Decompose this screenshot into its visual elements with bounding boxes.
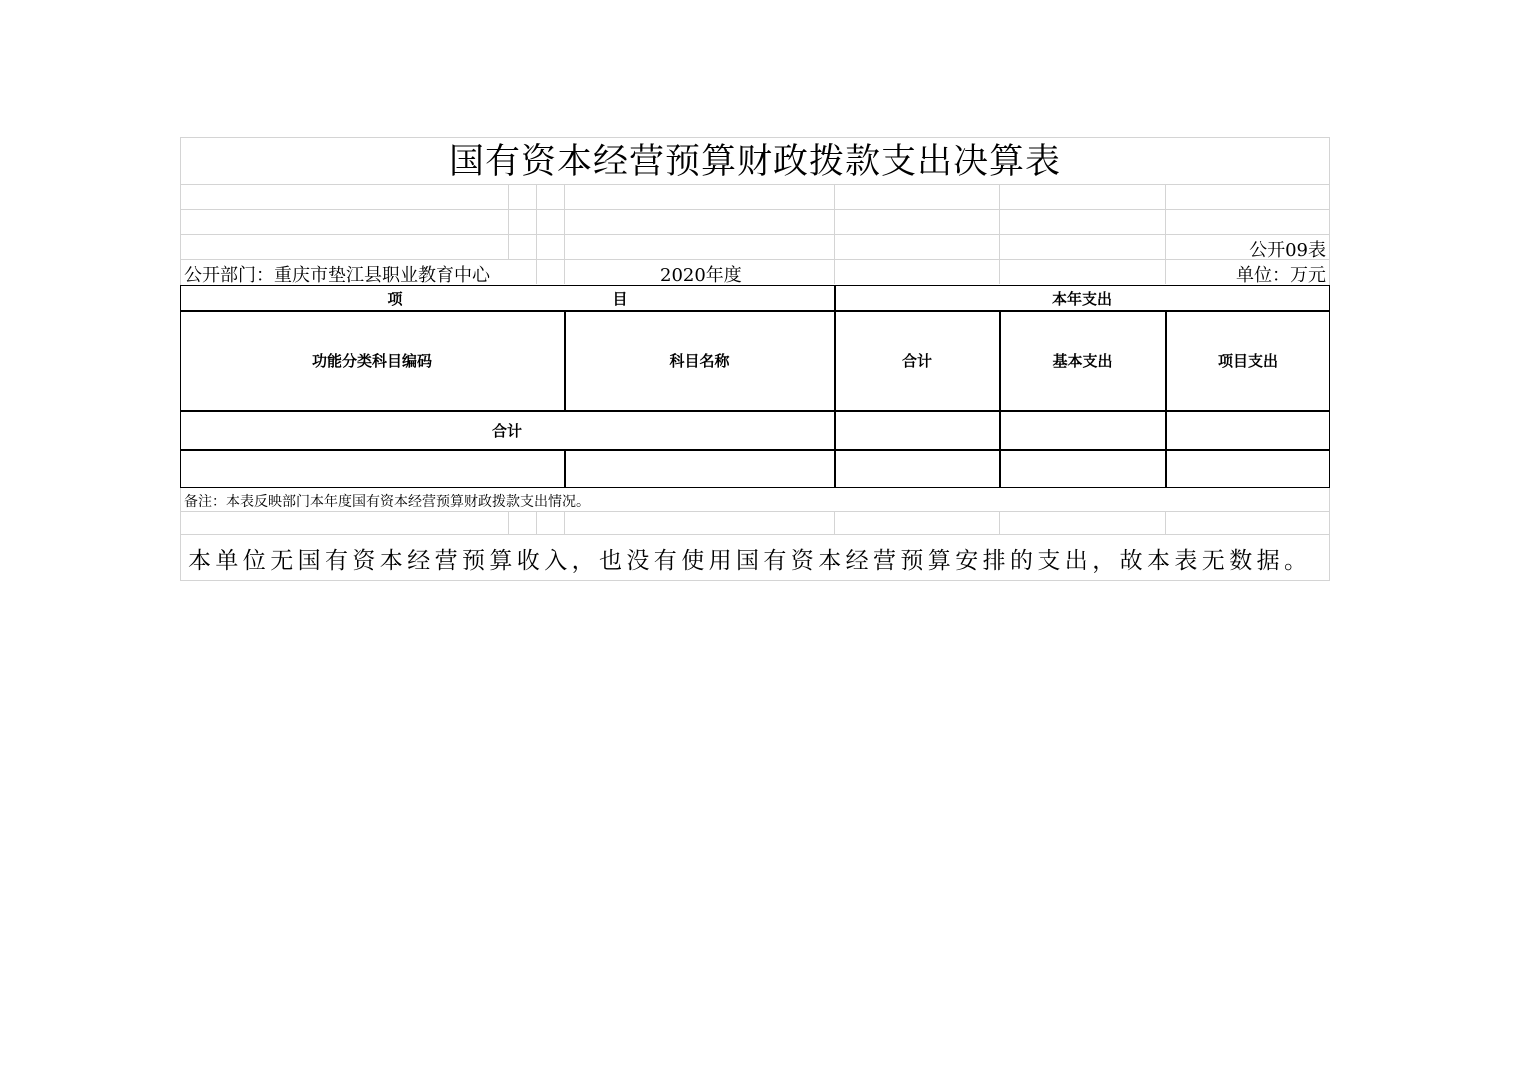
total-row-label: 合计: [491, 421, 522, 440]
grid-line: [564, 511, 565, 534]
department-label: 公开部门：重庆市垫江县职业教育中心: [184, 265, 490, 286]
header-item-right: 目: [612, 290, 628, 308]
grid-line: [1165, 184, 1166, 284]
grid-line: [536, 184, 537, 284]
grid-line: [536, 511, 537, 534]
fiscal-year: 2020年度: [660, 265, 742, 286]
grid-line: [508, 184, 509, 259]
grid-line: [999, 184, 1000, 284]
grid-line: [1165, 511, 1166, 534]
remark-note: 备注：本表反映部门本年度国有资本经营预算财政拨款支出情况。: [184, 494, 590, 510]
grid-line: [834, 511, 835, 534]
grid-line: [180, 184, 1330, 185]
header-current-year: 本年支出: [1051, 290, 1112, 308]
grid-line: [564, 184, 565, 284]
grid-line: [180, 259, 1330, 260]
header-project-expense: 项目支出: [1217, 352, 1278, 370]
table-number: 公开09表: [1249, 240, 1326, 261]
page-title: 国有资本经营预算财政拨款支出决算表: [448, 142, 1061, 182]
grid-line: [999, 511, 1000, 534]
table-rule: [564, 449, 566, 488]
header-function-code: 功能分类科目编码: [311, 352, 432, 370]
header-item-left: 项: [387, 290, 403, 308]
header-total: 合计: [901, 352, 932, 370]
grid-line: [180, 209, 1330, 210]
header-subject-name: 科目名称: [669, 352, 730, 370]
no-data-statement: 本单位无国有资本经营预算收入，也没有使用国有资本经营预算安排的支出，故本表无数据。: [188, 548, 1312, 574]
grid-line: [834, 184, 835, 284]
grid-line: [180, 511, 1330, 512]
grid-line: [180, 580, 1330, 581]
grid-line: [180, 534, 1330, 535]
table-rule: [180, 449, 1330, 451]
header-basic-expense: 基本支出: [1052, 352, 1113, 370]
grid-line: [180, 234, 1330, 235]
grid-line: [508, 511, 509, 534]
unit-label: 单位：万元: [1236, 265, 1326, 286]
